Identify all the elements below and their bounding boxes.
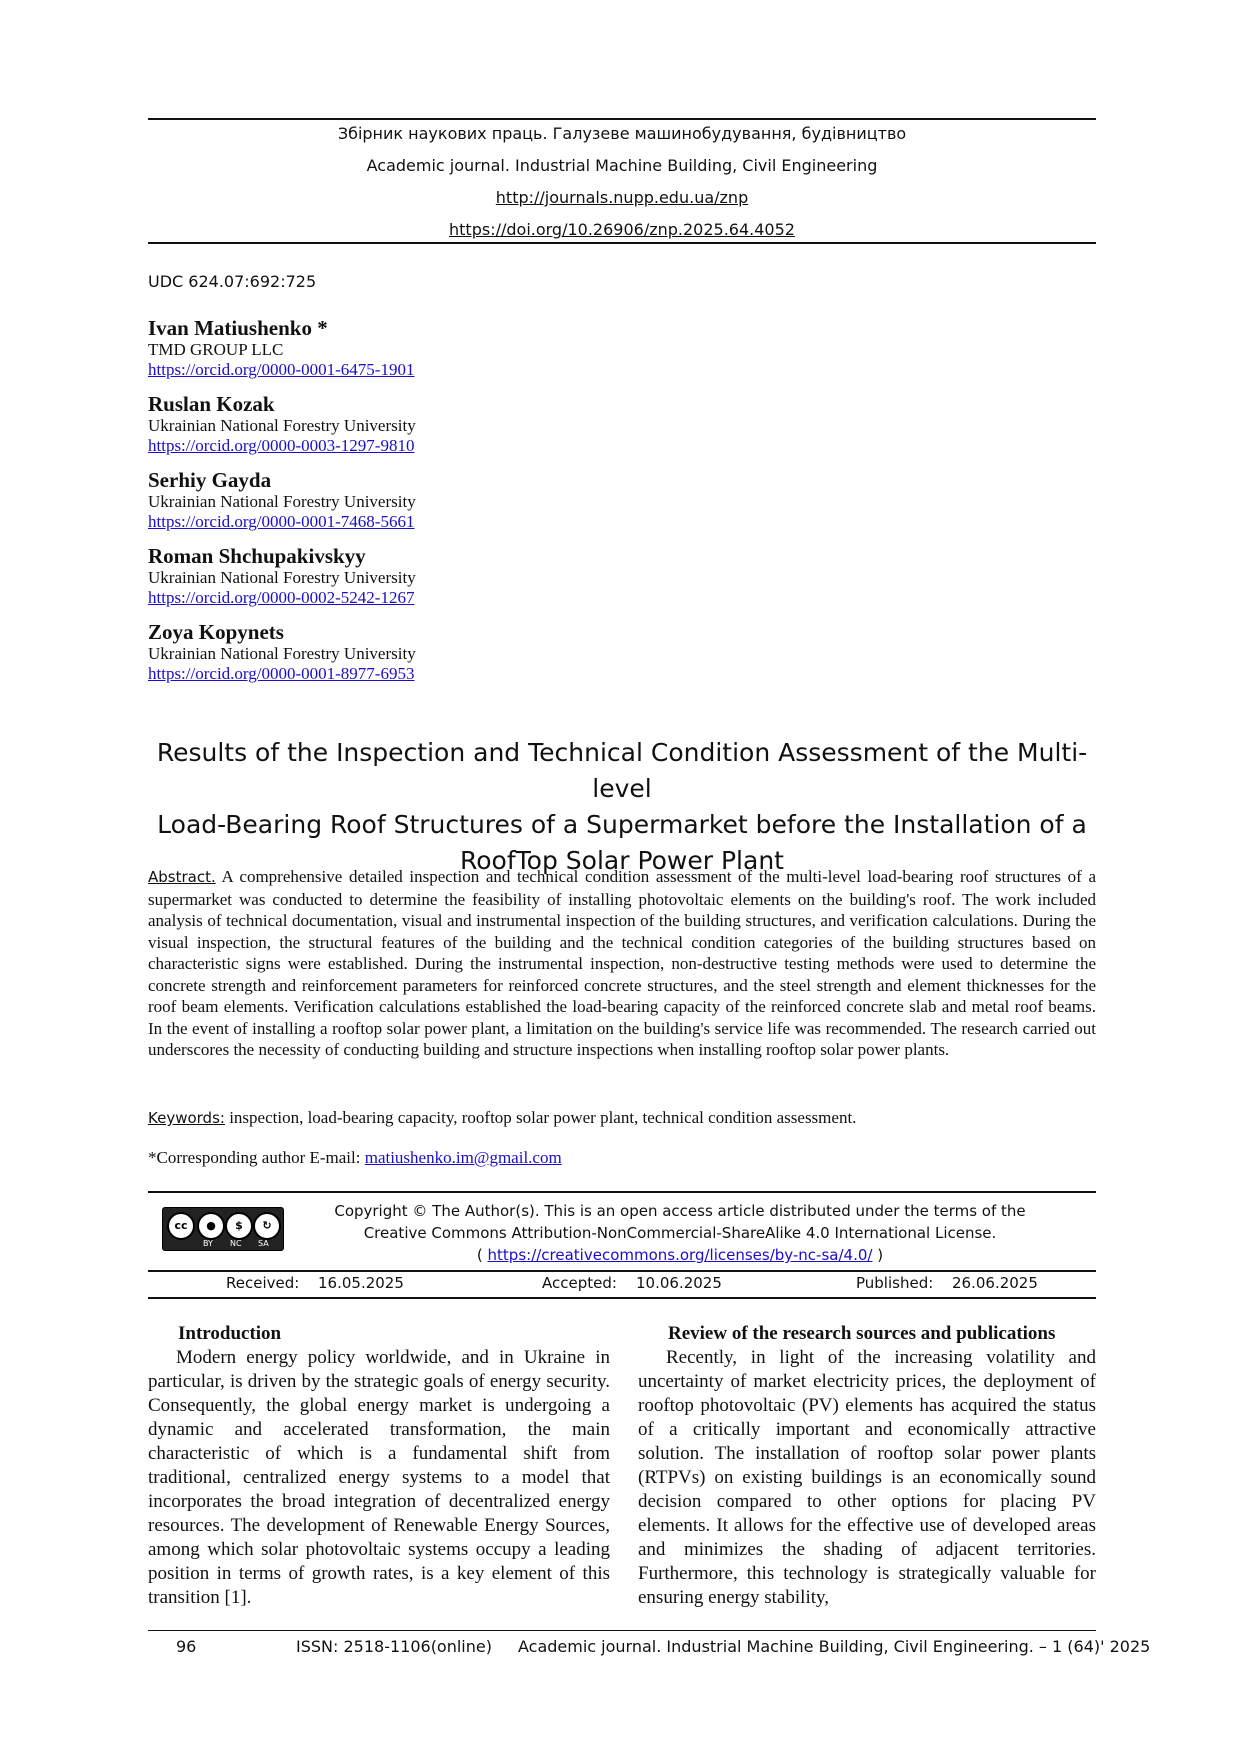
author-affiliation: Ukrainian National Forestry University bbox=[148, 568, 416, 587]
license-top-rule bbox=[148, 1191, 1096, 1193]
author-orcid-link[interactable]: https://orcid.org/0000-0003-1297-9810 bbox=[148, 436, 415, 455]
footer-rule bbox=[148, 1630, 1096, 1631]
by-icon: ● bbox=[197, 1212, 225, 1240]
journal-url-link[interactable]: http://journals.nupp.edu.ua/znp bbox=[495, 188, 749, 207]
section-heading-introduction: Introduction bbox=[178, 1323, 282, 1344]
corresponding-label: *Corresponding author E-mail: bbox=[148, 1148, 361, 1167]
review-paragraph: Recently, in light of the increasing volatility and uncertainty of market electricity prices, the deployment of rooftop photovoltaic (PV) elements has acquired the status of a critically important and economically attractive solution. The installation of rooftop solar power plants (RTPVs) on existing buildings is an economically sound decision compared to other options for placing PV elements. It allows for the effective use of developed areas and minimizes the shading of adjacent territories. Furthermore, this technology is strategically valuable for ensuring energy stability, bbox=[638, 1347, 1096, 1608]
keywords-label: Keywords: bbox=[148, 1109, 225, 1127]
received-date: 16.05.2025 bbox=[318, 1274, 404, 1292]
license-close-paren: ) bbox=[877, 1246, 884, 1264]
license-link-row bbox=[330, 1244, 1030, 1266]
dates-bottom-rule bbox=[148, 1297, 1096, 1299]
author-entry bbox=[148, 392, 748, 456]
paper-title bbox=[148, 735, 1096, 879]
nc-label: NC bbox=[230, 1239, 242, 1248]
abstract bbox=[148, 866, 1096, 1061]
author-orcid-link[interactable]: https://orcid.org/0000-0001-8977-6953 bbox=[148, 664, 415, 683]
author-entry bbox=[148, 544, 748, 608]
author-orcid-link[interactable]: https://orcid.org/0000-0002-5242-1267 bbox=[148, 588, 415, 607]
author-name: Roman Shchupakivskyy bbox=[148, 544, 366, 568]
doi-row bbox=[148, 220, 1096, 239]
abstract-text: A comprehensive detailed inspection and technical condition assessment of the multi-level load-bearing roof structures of a supermarket was conducted to determine the feasibility of installing photovoltaic elements on the building's roof. The work included analysis of technical documentation, visual and instrumental inspection of the building structures, and verification calculations. During the visual inspection, the structural features of the building and the technical condition categories of the building structures based on characteristic signs were established. During the instrumental inspection, non-destructive testing methods were used to determine the concrete strength and reinforcement parameters for reinforced concrete structures, and the steel strength and element thicknesses for the roof beam elements. Verification calculations established the load-bearing capacity of the reinforced concrete slab and metal roof beams. In the event of installing a rooftop solar power plant, a limitation on the building's service life was recommended. The research carried out underscores the necessity of conducting building and structure inspections when installing rooftop solar power plants. bbox=[148, 867, 1096, 1059]
by-label: BY bbox=[203, 1239, 213, 1248]
author-name: Ruslan Kozak bbox=[148, 392, 275, 416]
right-column bbox=[638, 1322, 1096, 1610]
cc-icon: cc bbox=[167, 1212, 195, 1240]
dates-top-rule bbox=[148, 1270, 1096, 1272]
header-bottom-rule bbox=[148, 242, 1096, 244]
author-affiliation: TMD GROUP LLC bbox=[148, 340, 284, 359]
author-entry bbox=[148, 468, 748, 532]
accepted-date: 10.06.2025 bbox=[636, 1274, 722, 1292]
abstract-label: Abstract. bbox=[148, 868, 216, 886]
header-top-rule bbox=[148, 118, 1096, 120]
cc-license-badge[interactable] bbox=[162, 1207, 284, 1251]
keywords-text: inspection, load-bearing capacity, rooftop solar power plant, technical condition assessment. bbox=[229, 1108, 857, 1127]
section-heading-review: Review of the research sources and publications bbox=[668, 1323, 1056, 1344]
author-affiliation: Ukrainian National Forestry University bbox=[148, 644, 416, 663]
license-url-link[interactable]: https://creativecommons.org/licenses/by-nc-sa/4.0/ bbox=[487, 1246, 873, 1264]
introduction-paragraph: Modern energy policy worldwide, and in Ukraine in particular, is driven by the strategic goals of energy security. Consequently, the global energy market is undergoing a dynamic and accelerated transformation, the main characteristic of which is a fundamental shift from traditional, centralized energy systems to a model that incorporates the broad integration of decentralized energy resources. The development of Renewable Energy Sources, among which solar photovoltaic systems occupy a leading position in terms of growth rates, is a key element of this transition [1]. bbox=[148, 1347, 610, 1608]
issn: ISSN: 2518-1106(online) bbox=[296, 1637, 492, 1656]
author-entry bbox=[148, 316, 748, 380]
author-name: Zoya Kopynets bbox=[148, 620, 284, 644]
journal-title-ua: Збірник наукових праць. Галузеве машинобудування, будівництво bbox=[337, 124, 907, 143]
footer-journal: Academic journal. Industrial Machine Building, Civil Engineering. – 1 (64)' 2025 bbox=[518, 1637, 1151, 1656]
doi-link[interactable]: https://doi.org/10.26906/znp.2025.64.4052 bbox=[449, 220, 795, 239]
received-label: Received: bbox=[226, 1274, 300, 1292]
author-affiliation: Ukrainian National Forestry University bbox=[148, 416, 416, 435]
page-number: 96 bbox=[176, 1637, 197, 1656]
keywords bbox=[148, 1108, 1096, 1128]
corresponding-email-link[interactable]: matiushenko.im@gmail.com bbox=[364, 1148, 562, 1167]
license-text bbox=[330, 1200, 1030, 1266]
license-line: Creative Commons Attribution-NonCommercial-ShareAlike 4.0 International License. bbox=[363, 1224, 997, 1242]
nc-icon: $ bbox=[225, 1212, 253, 1240]
author-orcid-link[interactable]: https://orcid.org/0000-0001-6475-1901 bbox=[148, 360, 415, 379]
journal-url-row bbox=[148, 188, 1096, 207]
license-open-paren: ( bbox=[476, 1246, 483, 1264]
journal-title-en: Academic journal. Industrial Machine Building, Civil Engineering bbox=[366, 156, 878, 175]
author-orcid-link[interactable]: https://orcid.org/0000-0001-7468-5661 bbox=[148, 512, 415, 531]
published-label: Published: bbox=[856, 1274, 934, 1292]
author-entry bbox=[148, 620, 748, 684]
author-list bbox=[148, 316, 748, 696]
author-affiliation: Ukrainian National Forestry University bbox=[148, 492, 416, 511]
sa-label: SA bbox=[258, 1239, 269, 1248]
paper-title-line: RoofTop Solar Power Plant bbox=[460, 846, 784, 875]
paper-title-line: Results of the Inspection and Technical Condition Assessment of the Multi-level bbox=[156, 738, 1088, 803]
paper-title-line: Load-Bearing Roof Structures of a Supermarket before the Installation of a bbox=[157, 810, 1087, 839]
author-name: Serhiy Gayda bbox=[148, 468, 272, 492]
sa-icon: ↻ bbox=[253, 1212, 281, 1240]
accepted-label: Accepted: bbox=[542, 1274, 617, 1292]
left-column bbox=[148, 1322, 610, 1610]
license-line: Copyright © The Author(s). This is an open access article distributed under the terms of the bbox=[334, 1202, 1026, 1220]
published-date: 26.06.2025 bbox=[952, 1274, 1038, 1292]
author-name: Ivan Matiushenko * bbox=[148, 316, 328, 340]
corresponding-author bbox=[148, 1148, 1096, 1168]
udc-code: UDC 624.07:692:725 bbox=[148, 272, 317, 291]
